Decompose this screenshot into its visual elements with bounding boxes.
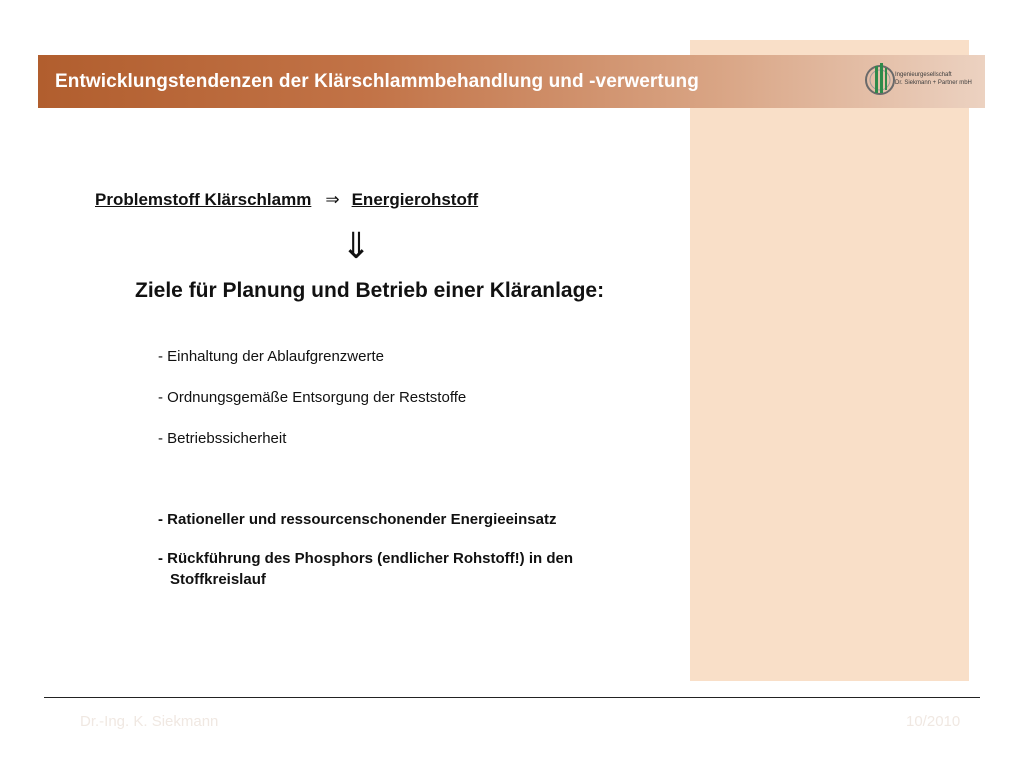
- list-item: - Einhaltung der Ablaufgrenzwerte: [158, 348, 384, 365]
- logo-line-2: Dr. Siekmann + Partner mbH: [895, 80, 972, 86]
- down-arrow-icon: ⇓: [341, 225, 372, 266]
- footer-divider: [44, 697, 980, 698]
- list-item-continuation: Stoffkreislauf: [170, 571, 266, 588]
- list-item-bold: - Rückführung des Phosphors (endlicher Rohstoff!) in den: [158, 550, 573, 567]
- list-item: - Ordnungsgemäße Entsorgung der Reststoffe: [158, 389, 467, 406]
- heading: Ziele für Planung und Betrieb einer Kläranlage:: [135, 279, 605, 302]
- company-logo-icon: [864, 61, 898, 101]
- footer-date: 10/2010: [906, 713, 961, 730]
- logo-text: [895, 71, 972, 87]
- subtitle: [95, 190, 478, 210]
- slide-title: Entwicklungstendenzen der Klärschlammbehandlung und -verwertung: [55, 71, 699, 92]
- subtitle-left: Problemstoff Klärschlamm: [95, 190, 312, 209]
- list-item-bold: - Rationeller und ressourcenschonender Energieeinsatz: [158, 511, 557, 528]
- list-item: - Betriebssicherheit: [158, 430, 287, 447]
- side-panel: [690, 40, 969, 681]
- subtitle-right: Energierohstoff: [351, 190, 479, 209]
- footer-author: Dr.-Ing. K. Siekmann: [80, 713, 219, 730]
- company-logo: [864, 61, 972, 103]
- right-arrow-icon: ⇒: [325, 190, 340, 209]
- title-bar: [38, 55, 985, 108]
- logo-line-1: Ingenieurgesellschaft: [895, 72, 952, 78]
